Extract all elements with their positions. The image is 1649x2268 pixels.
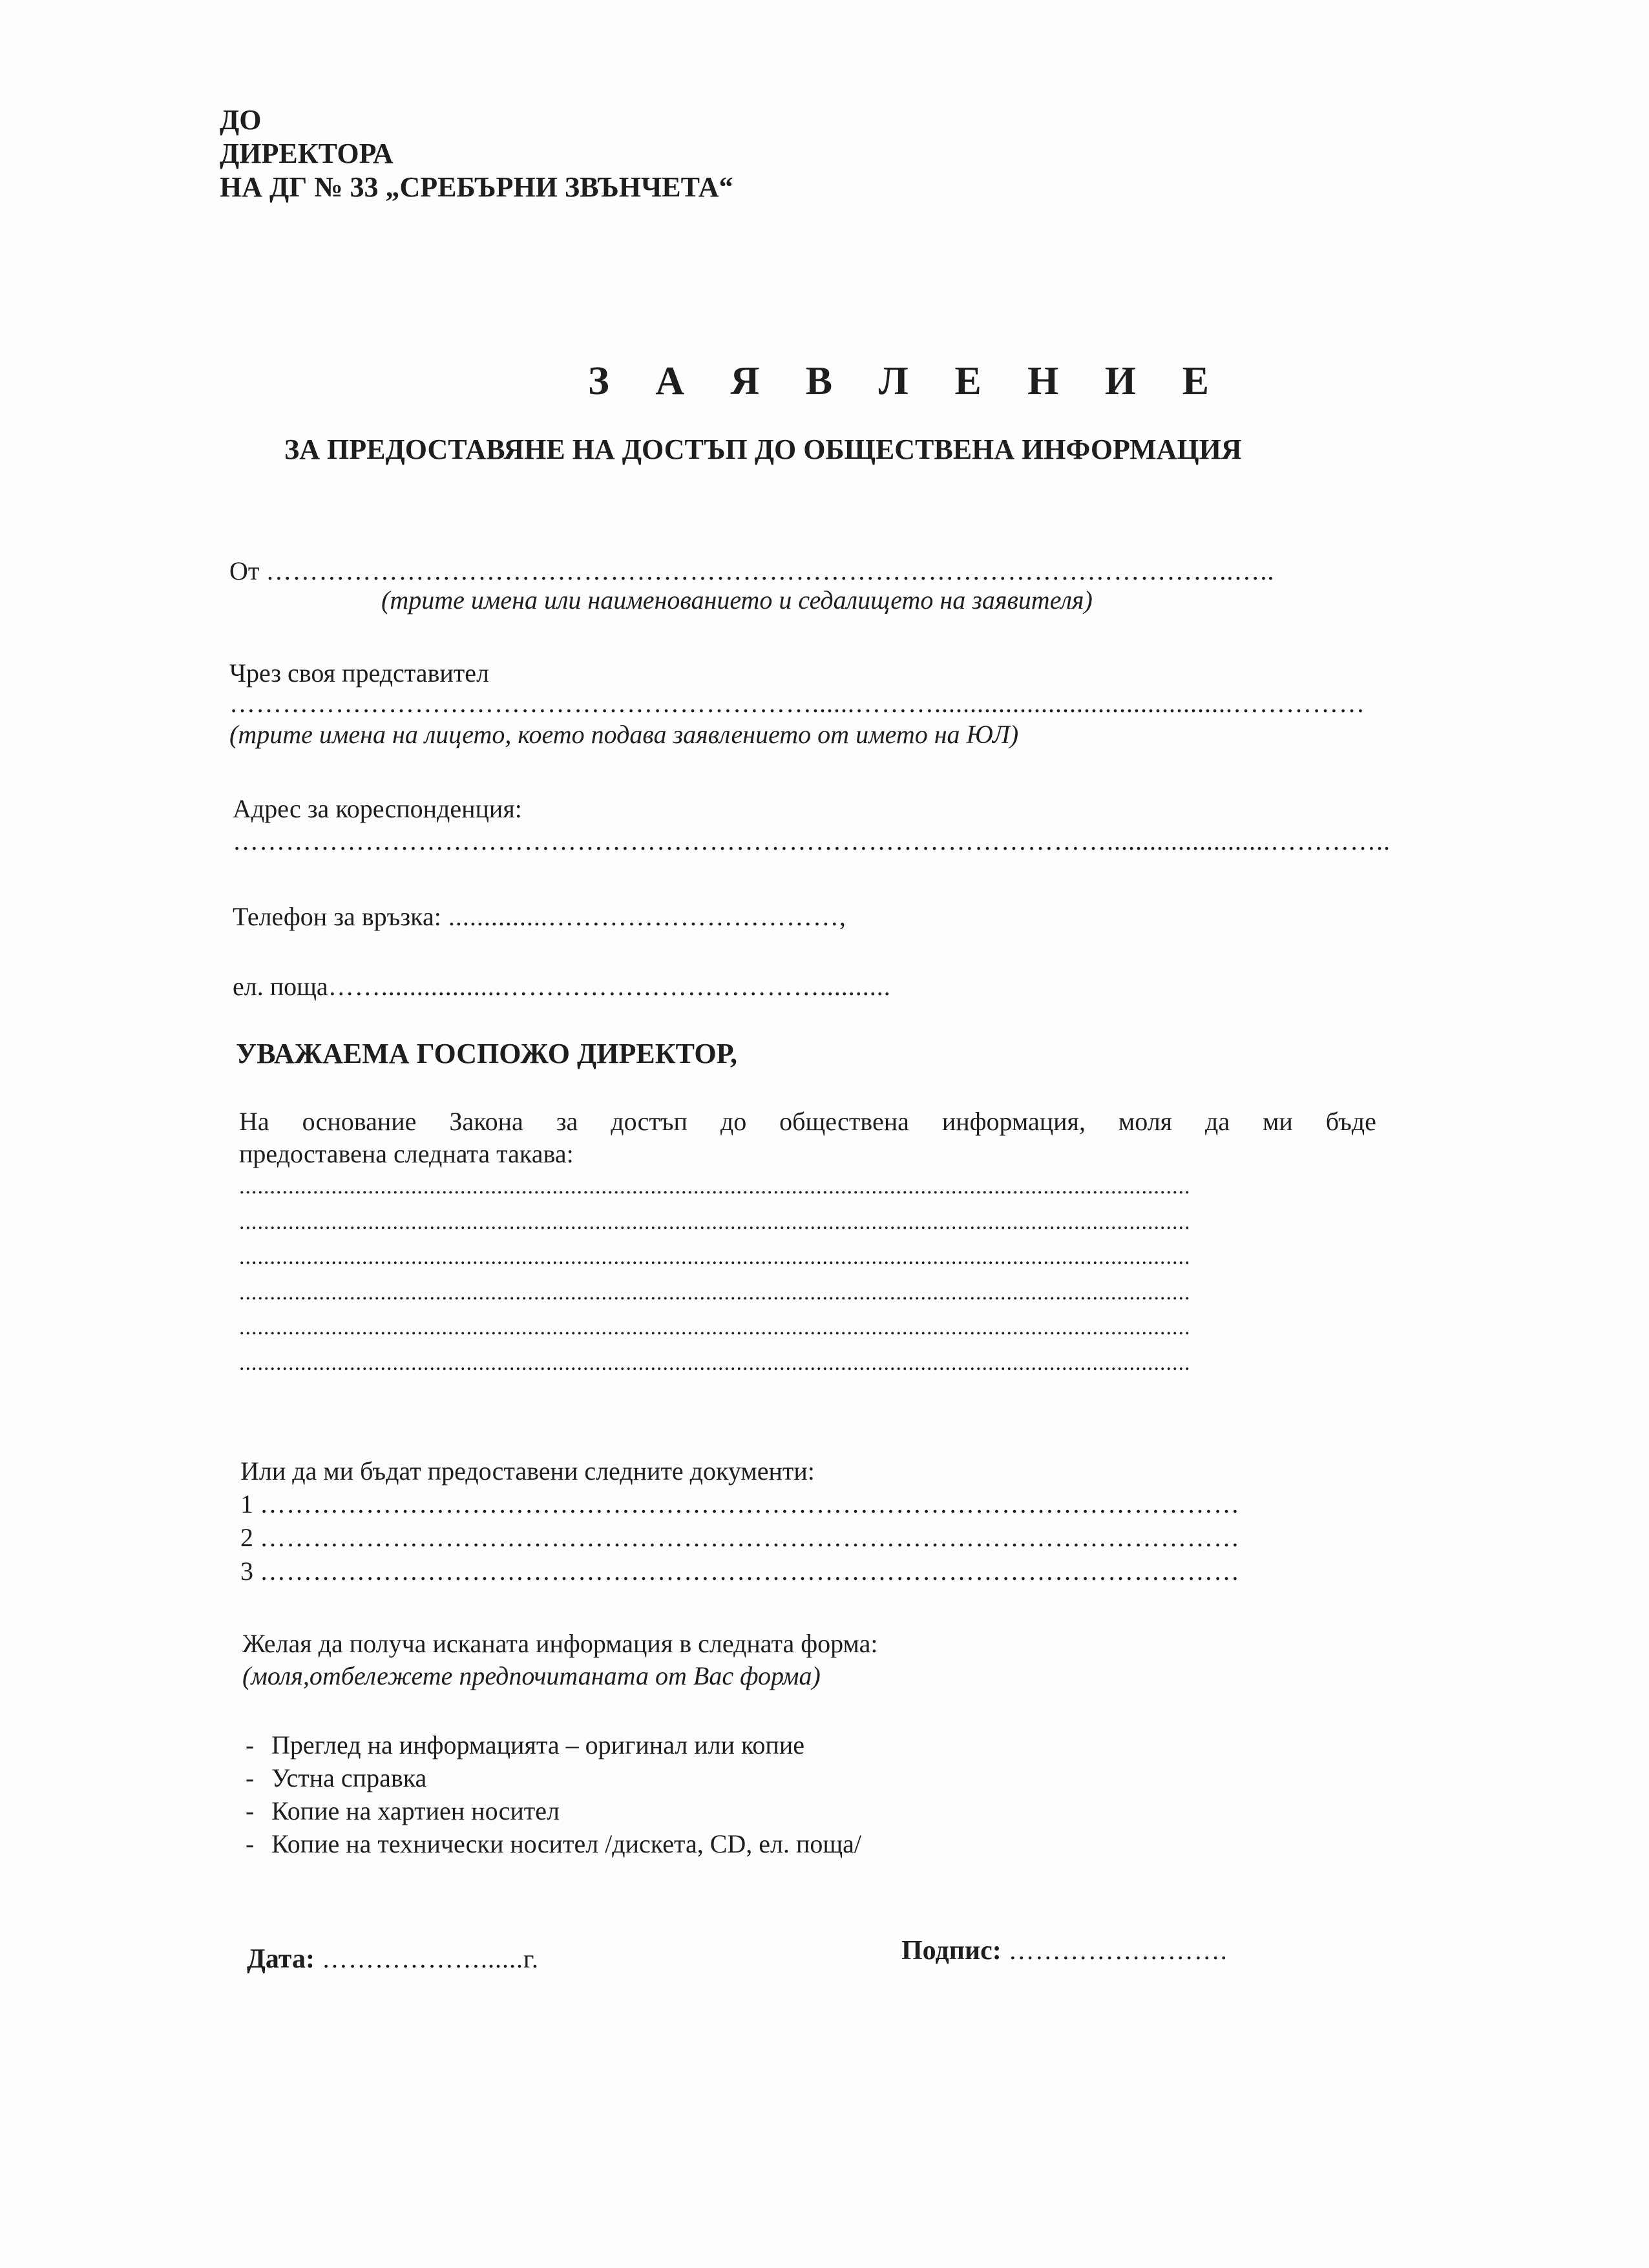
email-line xyxy=(233,971,891,1002)
addressee-block xyxy=(220,103,733,204)
request-dot-lines xyxy=(239,1170,1191,1381)
documents-label: Или да ми бъдат предоставени следните документи: xyxy=(240,1456,815,1486)
from-line xyxy=(229,556,1274,586)
request-dot-line: ........................................................................................................................................................... xyxy=(239,1210,1191,1234)
request-dot-line: ........................................................................................................................................................... xyxy=(239,1350,1191,1375)
salutation: УВАЖАЕМА ГОСПОЖО ДИРЕКТОР, xyxy=(236,1038,737,1069)
date-label: Дата: xyxy=(247,1944,315,1974)
from-dots: ………………………………………………………………………………………………..….. xyxy=(266,556,1275,585)
form-label: Желая да получа исканата информация в следната форма: xyxy=(242,1629,878,1658)
phone-label: Телефон за връзка: xyxy=(233,902,441,931)
addressee-line-3: НА ДГ № 33 „СРЕБЪРНИ ЗВЪНЧЕТА“ xyxy=(220,171,733,203)
request-word: да xyxy=(1205,1107,1230,1136)
request-word: ми xyxy=(1263,1107,1293,1136)
date-dots: ………………......г. xyxy=(314,1944,539,1973)
form-option-2: - Устна справка xyxy=(246,1763,427,1792)
request-dot-line: ........................................................................................................................................................... xyxy=(239,1175,1191,1199)
request-paragraph-line-2: предоставена следната такава: xyxy=(239,1139,574,1168)
form-options-list xyxy=(246,1728,861,1860)
date-line xyxy=(247,1944,539,1975)
from-label: От xyxy=(229,556,260,585)
document-item-1: 1 ………………………………………………………………………………………………… xyxy=(240,1489,1240,1518)
phone-line xyxy=(233,901,846,932)
request-word: информация, xyxy=(941,1107,1086,1136)
request-word: основание xyxy=(302,1107,417,1136)
form-option-1: - Преглед на информацията – оригинал или копие xyxy=(246,1730,804,1759)
representative-dots: …………………………………………………………......………..........................................…………… xyxy=(229,689,1365,718)
request-word: бъде xyxy=(1325,1107,1376,1136)
form-option-3: - Копие на хартиен носител xyxy=(246,1796,560,1825)
signature-dots: ……………………. xyxy=(1001,1936,1228,1965)
address-label: Адрес за кореспонденция: xyxy=(233,794,522,823)
request-word: моля xyxy=(1118,1107,1173,1136)
from-note: (трите имена или наименованието и седалището на заявителя) xyxy=(381,585,1093,614)
request-dot-line: ........................................................................................................................................................... xyxy=(239,1280,1191,1305)
addressee-line-2: ДИРЕКТОРА xyxy=(220,138,394,169)
request-word: обществена xyxy=(779,1107,909,1136)
email-dots: …….................……………………………….......... xyxy=(328,972,891,1001)
email-label: ел. поща xyxy=(233,972,328,1001)
request-dot-line: ........................................................................................................................................................... xyxy=(239,1245,1191,1269)
representative-label: Чрез своя представител xyxy=(229,658,489,688)
request-paragraph-line-1 xyxy=(239,1106,1376,1137)
phone-dots: ..............……………………………, xyxy=(441,902,846,931)
request-word: достъп xyxy=(611,1107,688,1136)
request-word: до xyxy=(720,1107,747,1136)
request-dot-line: ........................................................................................................................................................... xyxy=(239,1316,1191,1339)
document-subtitle: ЗА ПРЕДОСТАВЯНЕ НА ДОСТЪП ДО ОБЩЕСТВЕНА ИНФОРМАЦИЯ xyxy=(284,434,1242,465)
request-word: На xyxy=(239,1107,269,1136)
signature-line xyxy=(901,1935,1228,1966)
form-option-4: - Копие на технически носител /дискета, CD, ел. поща/ xyxy=(246,1829,862,1858)
address-dots: ……………………………………………………………………………………….......................………….. xyxy=(233,826,1391,856)
documents-list xyxy=(240,1487,1240,1588)
document-item-2: 2 ………………………………………………………………………………………………… xyxy=(240,1523,1240,1552)
document-title: З А Я В Л Е Н И Е xyxy=(588,359,1227,403)
request-word: за xyxy=(556,1107,578,1136)
signature-label: Подпис: xyxy=(901,1936,1002,1966)
representative-note: (трите имена на лицето, което подава заявлението от името на ЮЛ) xyxy=(229,720,1019,749)
addressee-line-1: ДО xyxy=(220,104,262,136)
document-item-3: 3 ………………………………………………………………………………………………… xyxy=(240,1557,1240,1586)
request-word: Закона xyxy=(449,1107,523,1136)
form-note: (моля,отбележете предпочитаната от Вас форма) xyxy=(242,1661,821,1690)
